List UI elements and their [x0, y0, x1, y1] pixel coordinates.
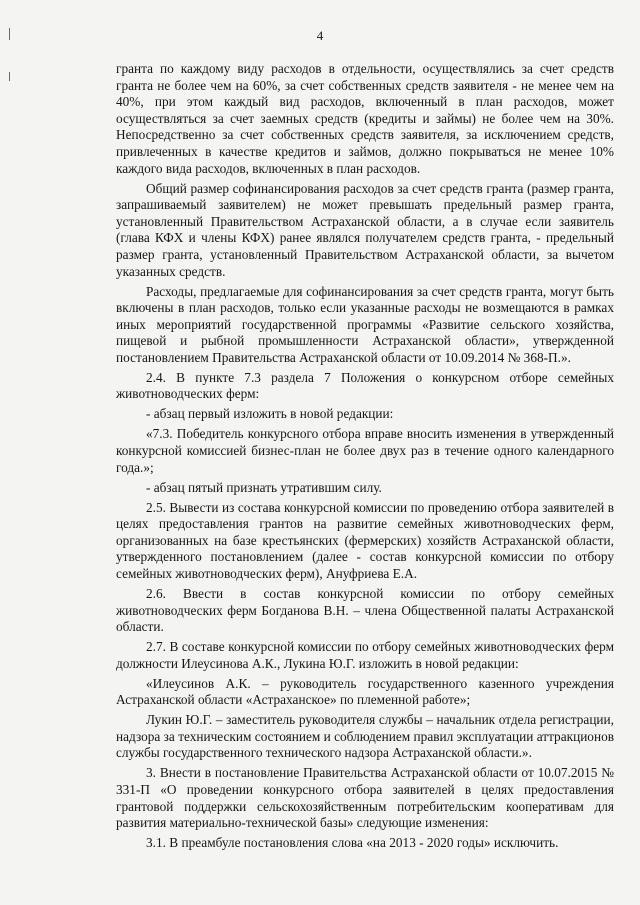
- scan-margin-mark: [9, 72, 10, 81]
- paragraph-3-1: 3.1. В преамбуле постановления слова «на 2013 - 2020 годы» исключить.: [146, 835, 559, 851]
- paragraph-7-3-text: «7.3. Победитель конкурсного отбора вправе вносить изменения в утвержденный конкурсной комиссией бизнес-план не более двух раз в течение одного календарного года.»;: [116, 426, 614, 475]
- page-number: 4: [316, 28, 324, 43]
- paragraph-fifth-subparagraph: - абзац пятый признать утратившим силу.: [146, 479, 382, 495]
- paragraph-first-subparagraph: - абзац первый изложить в новой редакции:: [146, 406, 394, 422]
- document-body: [116, 61, 614, 855]
- paragraph-cofinancing-size: Общий размер софинансирования расходов за счет средств гранта (размер гранта, запрашиваемый заявителем) не может превышать предельный размер гранта, установленный Правительством Астраханской области, а в случае если заявитель (глава КФХ и члены КФХ) ранее являлся получателем средств гранта, - предельный размер гранта, установленный Правительством Астраханской области, за вычетом указанных средств.: [116, 180, 614, 279]
- paragraph-3: 3. Внести в постановление Правительства Астраханской области от 10.07.2015 № 331-П «О проведении конкурсного отбора заявителей в целях предоставления грантовой поддержки сельскохозяйственным потребительским кооперативам для развития материально-технической базы» следующие изменения:: [116, 765, 614, 831]
- paragraph-ileusinov: «Илеусинов А.К. – руководитель государственного казенного учреждения Астраханской области «Астраханское» по племенной работе»;: [116, 675, 614, 708]
- paragraph-eligible-expenses: Расходы, предлагаемые для софинансирования за счет средств гранта, могут быть включены в план расходов, только если указанные расходы не возмещаются в рамках иных мероприятий государственной программы «Развитие сельского хозяйства, пищевой и рыбной промышленности Астраханской области», утвержденной постановлением Правительства Астраханской области от 10.09.2014 № 368-П.».: [116, 283, 614, 365]
- paragraph-2-6: 2.6. Ввести в состав конкурсной комиссии по отбору семейных животноводческих ферм Богданова В.Н. – члена Общественной палаты Астраханской области.: [116, 585, 614, 635]
- paragraph-2-5: 2.5. Вывести из состава конкурсной комиссии по проведению отбора заявителей в целях предоставления грантов на развитие семейных животноводческих ферм, организованных на базе крестьянских (фермерских) хозяйств Астраханской области, утвержденного постановлением (далее - состав конкурсной комиссии по отбору семейных животноводческих ферм), Ануфриева Е.А.: [116, 499, 614, 581]
- paragraph-cost-shares: гранта по каждому виду расходов в отдельности, осуществлялись за счет средств гранта не более чем на 60%, за счет собственных средств заявителя - не менее чем на 40%, при этом каждый вид расходов, включенный в план расходов, может осуществляться за счет заемных средств (кредиты и займы) не более чем на 30%. Непосредственно за счет собственных средств заявителя, за исключением средств, привлеченных в качестве кредитов и займов, должно покрываться не менее 10% каждого вида расходов, включенных в план расходов.: [116, 61, 614, 176]
- paragraph-2-7: 2.7. В составе конкурсной комиссии по отбору семейных животноводческих ферм должности Илеусинова А.К., Лукина Ю.Г. изложить в новой редакции:: [116, 639, 614, 671]
- paragraph-lukin: Лукин Ю.Г. – заместитель руководителя службы – начальник отдела регистрации, надзора за техническим состоянием и соблюдением правил эксплуатации аттракционов службы государственного технического надзора Астраханской области.».: [116, 712, 614, 761]
- paragraph-2-4: 2.4. В пункте 7.3 раздела 7 Положения о конкурсном отборе семейных животноводческих ферм:: [116, 369, 614, 402]
